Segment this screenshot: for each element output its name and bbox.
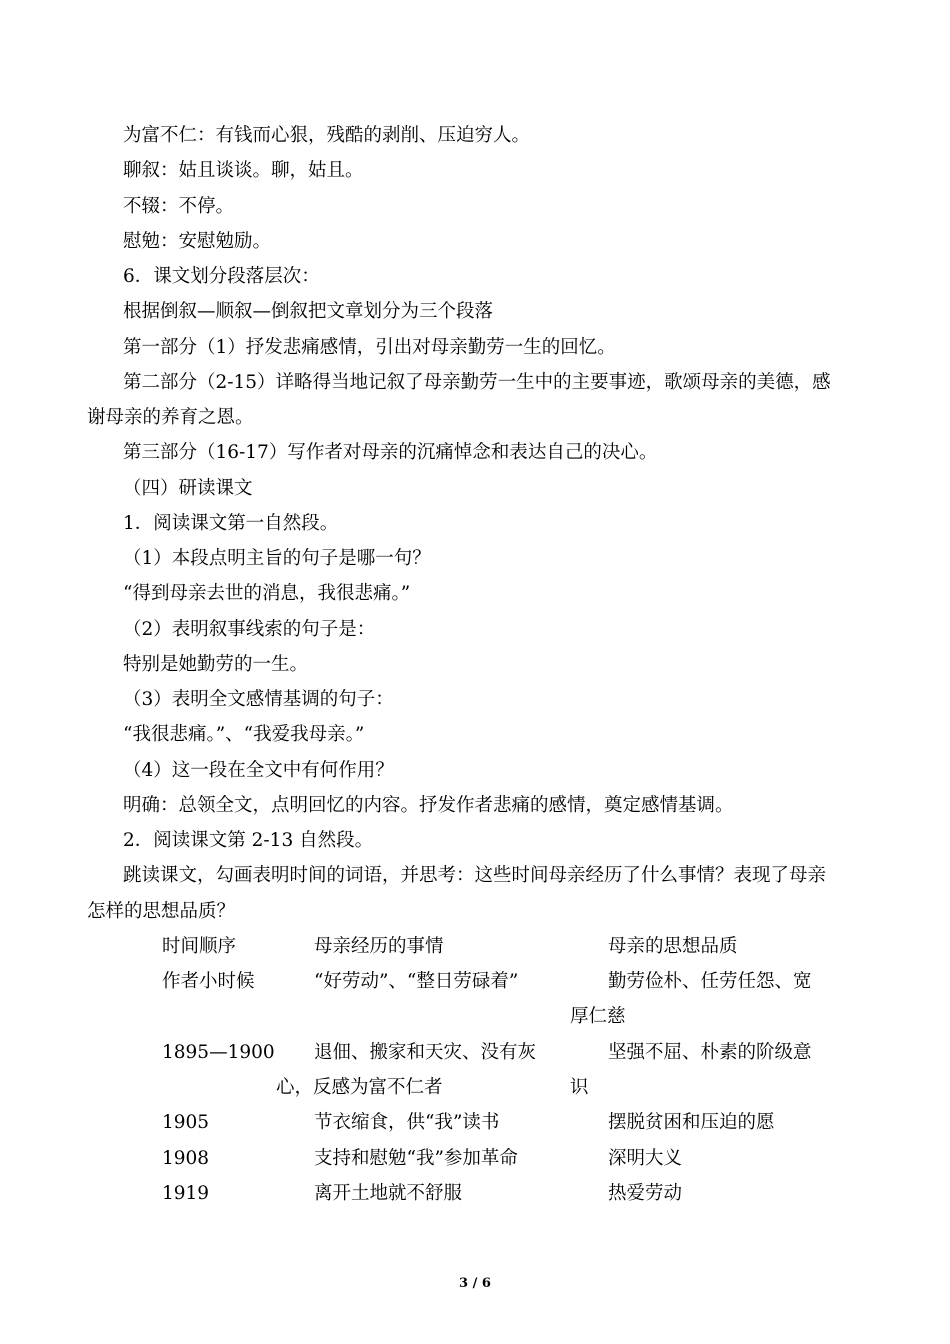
cell-quality-cont: 厚仁慈 bbox=[570, 1006, 626, 1027]
cell-event: 支持和慰勉“我”参加革命 bbox=[314, 1148, 518, 1169]
cell-time: 作者小时候 bbox=[162, 971, 255, 992]
text-line: 怎样的思想品质？ bbox=[87, 901, 236, 922]
cell-quality-cont: 识 bbox=[570, 1077, 589, 1098]
text-line: 第一部分（1）抒发悲痛感情，引出对母亲勤劳一生的回忆。 bbox=[123, 337, 616, 358]
section-heading: 6．课文划分段落层次： bbox=[123, 266, 320, 287]
answer-line: “我很悲痛。”、“我爱我母亲。” bbox=[123, 724, 365, 745]
section-heading: （四）研读课文 bbox=[123, 478, 253, 499]
cell-quality: 热爱劳动 bbox=[608, 1183, 683, 1204]
header-quality: 母亲的思想品质 bbox=[608, 936, 738, 957]
cell-event-cont: 心，反感为富不仁者 bbox=[276, 1077, 443, 1098]
cell-quality: 摆脱贫困和压迫的愿 bbox=[608, 1112, 775, 1133]
question-line: （4）这一段在全文中有何作用？ bbox=[123, 760, 394, 781]
text-line: 第二部分（2-15）详略得当地记叙了母亲勤劳一生中的主要事迹，歌颂母亲的美德，感 bbox=[123, 372, 831, 393]
page-number: 3 / 6 bbox=[459, 1276, 491, 1291]
question-line: （1）本段点明主旨的句子是哪一句？ bbox=[123, 548, 431, 569]
text-line: 谢母亲的养育之恩。 bbox=[87, 407, 254, 428]
text-line: 第三部分（16-17）写作者对母亲的沉痛悼念和表达自己的决心。 bbox=[123, 442, 658, 463]
cell-event: 节衣缩食，供“我”读书 bbox=[314, 1112, 500, 1133]
cell-event: 退佃、搬家和天灾、没有灰 bbox=[314, 1042, 537, 1063]
cell-event: “好劳动”、“整日劳碌着” bbox=[314, 971, 519, 992]
answer-line: 特别是她勤劳的一生。 bbox=[123, 654, 309, 675]
cell-quality: 深明大义 bbox=[608, 1148, 683, 1169]
text-line: 聊叙：姑且谈谈。聊，姑且。 bbox=[123, 160, 364, 181]
cell-time: 1908 bbox=[162, 1148, 210, 1169]
cell-event: 离开土地就不舒服 bbox=[314, 1183, 463, 1204]
question-line: （3）表明全文感情基调的句子： bbox=[123, 689, 394, 710]
text-line: 不辍：不停。 bbox=[123, 196, 235, 217]
question-line: （2）表明叙事线索的句子是： bbox=[123, 619, 376, 640]
answer-line: 明确：总领全文，点明回忆的内容。抒发作者悲痛的感情，奠定感情基调。 bbox=[123, 795, 734, 816]
text-line: 根据倒叙—顺叙—倒叙把文章划分为三个段落 bbox=[123, 301, 494, 322]
header-time: 时间顺序 bbox=[162, 936, 237, 957]
section-heading: 2．阅读课文第 2-13 自然段。 bbox=[123, 830, 374, 851]
text-line: 慰勉：安慰勉励。 bbox=[123, 231, 272, 252]
header-event: 母亲经历的事情 bbox=[314, 936, 444, 957]
cell-time: 1919 bbox=[162, 1183, 210, 1204]
cell-quality: 坚强不屈、朴素的阶级意 bbox=[608, 1042, 812, 1063]
answer-line: “得到母亲去世的消息，我很悲痛。” bbox=[123, 583, 411, 604]
text-line: 跳读课文，勾画表明时间的词语，并思考：这些时间母亲经历了什么事情？表现了母亲 bbox=[123, 865, 827, 886]
text-line: 为富不仁：有钱而心狠，残酷的剥削、压迫穷人。 bbox=[123, 125, 531, 146]
cell-time: 1895—1900 bbox=[162, 1042, 275, 1063]
section-heading: 1．阅读课文第一自然段。 bbox=[123, 513, 339, 534]
cell-quality: 勤劳俭朴、任劳任怨、宽 bbox=[608, 971, 812, 992]
cell-time: 1905 bbox=[162, 1112, 210, 1133]
